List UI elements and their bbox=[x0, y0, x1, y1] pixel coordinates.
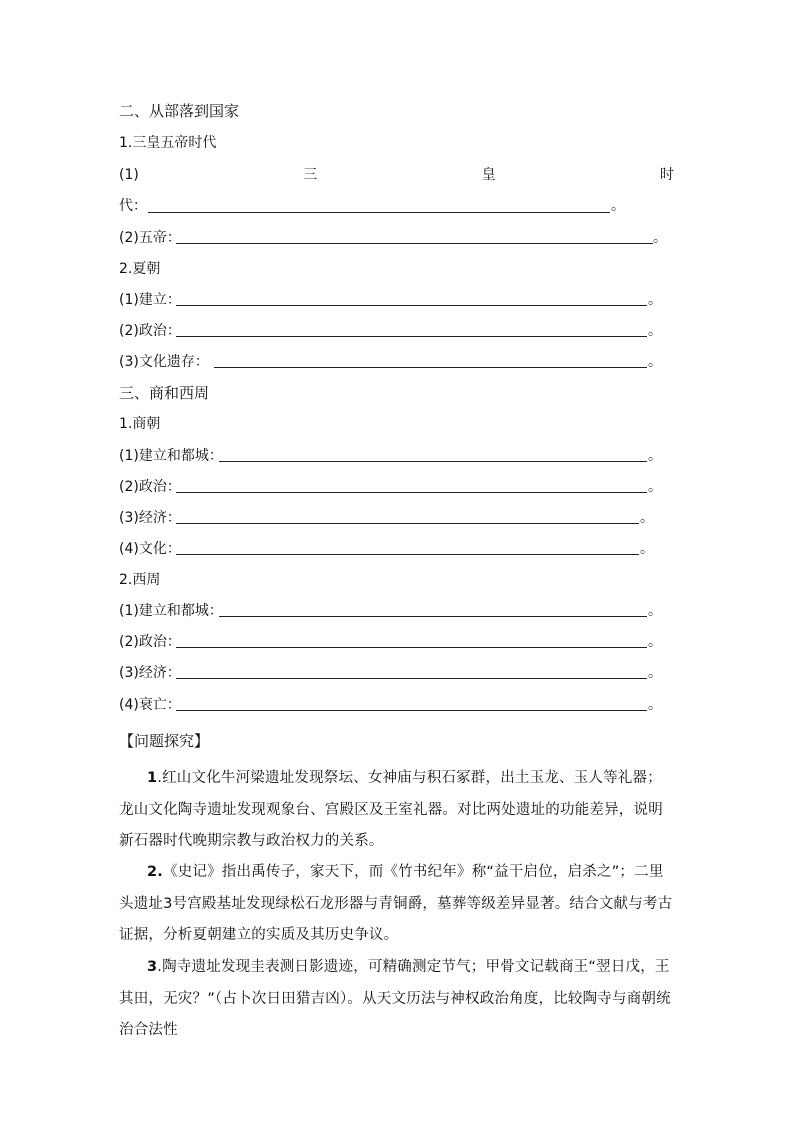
xizhou-economy-label: (3)经济： bbox=[119, 665, 181, 681]
shang-culture-label: (4)文化： bbox=[119, 541, 181, 557]
period: 。 bbox=[648, 665, 662, 681]
period: 。 bbox=[648, 603, 662, 619]
period: 。 bbox=[648, 323, 662, 339]
period: 。 bbox=[611, 198, 625, 214]
spread-char: 皇 bbox=[481, 167, 496, 183]
period: 。 bbox=[648, 354, 662, 370]
period: 。 bbox=[640, 541, 654, 557]
sanhuang-label-cont: 代： bbox=[119, 198, 147, 214]
answer-blank[interactable] bbox=[219, 616, 647, 617]
xizhou-decline-label: (4)衰亡： bbox=[119, 697, 181, 713]
period: 。 bbox=[648, 697, 662, 713]
period: 。 bbox=[648, 292, 662, 308]
xizhou-establish-label: (1)建立和都城： bbox=[119, 603, 223, 619]
section3-title: 三、商和西周 bbox=[119, 384, 210, 402]
spread-char: (1) bbox=[119, 167, 139, 183]
answer-blank[interactable] bbox=[176, 336, 647, 337]
question-text: .红山文化牛河梁遗址发现祭坛、女神庙与积石冢群，出土玉龙、玉人等礼器；龙山文化陶寺遗址发现观象台、宫殿区及王室礼器。对比两处遗址的功能差异，说明新石器时代晚期宗教与政治权力的关系。 bbox=[119, 770, 663, 849]
question-text: .陶寺遗址发现圭表测日影遗迹，可精确测定节气；甲骨文记载商王“翌日戊，王其田，无灾？”（占卜次日田猎吉凶）。从天文历法与神权政治角度，比较陶寺与商朝统治合法性 bbox=[119, 959, 671, 1038]
xia-politics-label: (2)政治： bbox=[119, 323, 181, 339]
answer-blank[interactable] bbox=[176, 554, 639, 555]
period: 。 bbox=[640, 510, 654, 526]
answer-blank[interactable] bbox=[176, 710, 647, 711]
period: 。 bbox=[653, 230, 667, 246]
question-number: 1 bbox=[147, 770, 158, 786]
answer-blank[interactable] bbox=[176, 523, 639, 524]
answer-blank[interactable] bbox=[176, 305, 647, 306]
sub-heading-sanhuang-wudi: 1.三皇五帝时代 bbox=[119, 135, 217, 151]
wudi-label: (2)五帝： bbox=[119, 230, 181, 246]
sub-heading-shang: 1.商朝 bbox=[119, 416, 161, 432]
xia-culture-label: (3)文化遗存： bbox=[119, 354, 209, 370]
answer-blank[interactable] bbox=[148, 212, 610, 213]
sub-heading-xizhou: 2.西周 bbox=[119, 572, 161, 588]
inquiry-question-2 bbox=[119, 857, 675, 952]
answer-blank[interactable] bbox=[176, 492, 647, 493]
xizhou-politics-label: (2)政治： bbox=[119, 634, 181, 650]
inquiry-question-1 bbox=[119, 763, 675, 858]
answer-blank[interactable] bbox=[219, 461, 647, 462]
answer-blank[interactable] bbox=[176, 678, 647, 679]
xia-establish-label: (1)建立： bbox=[119, 292, 181, 308]
period: 。 bbox=[648, 634, 662, 650]
sub-heading-xia: 2.夏朝 bbox=[119, 261, 161, 277]
period: 。 bbox=[648, 448, 662, 464]
sanhuang-label bbox=[119, 165, 674, 185]
question-number: 3 bbox=[147, 959, 158, 975]
shang-establish-label: (1)建立和都城： bbox=[119, 448, 223, 464]
period: 。 bbox=[648, 479, 662, 495]
spread-char: 时 bbox=[659, 167, 674, 183]
shang-economy-label: (3)经济： bbox=[119, 510, 181, 526]
answer-blank[interactable] bbox=[214, 367, 647, 368]
section2-title: 二、从部落到国家 bbox=[119, 102, 240, 120]
answer-blank[interactable] bbox=[176, 647, 647, 648]
inquiry-title: 【问题探究】 bbox=[119, 732, 210, 750]
question-number: 2. bbox=[147, 864, 163, 880]
spread-char: 三 bbox=[303, 167, 318, 183]
shang-politics-label: (2)政治： bbox=[119, 479, 181, 495]
inquiry-question-3 bbox=[119, 952, 675, 1047]
answer-blank[interactable] bbox=[176, 243, 653, 244]
question-text: 《史记》指出禹传子，家天下，而《竹书纪年》称“益干启位，启杀之”；二里头遗址3号宫殿基址发现绿松石龙形器与青铜爵，墓葬等级差异显著。结合文献与考古证据，分析夏朝建立的实质及其历史争议。 bbox=[119, 864, 673, 943]
